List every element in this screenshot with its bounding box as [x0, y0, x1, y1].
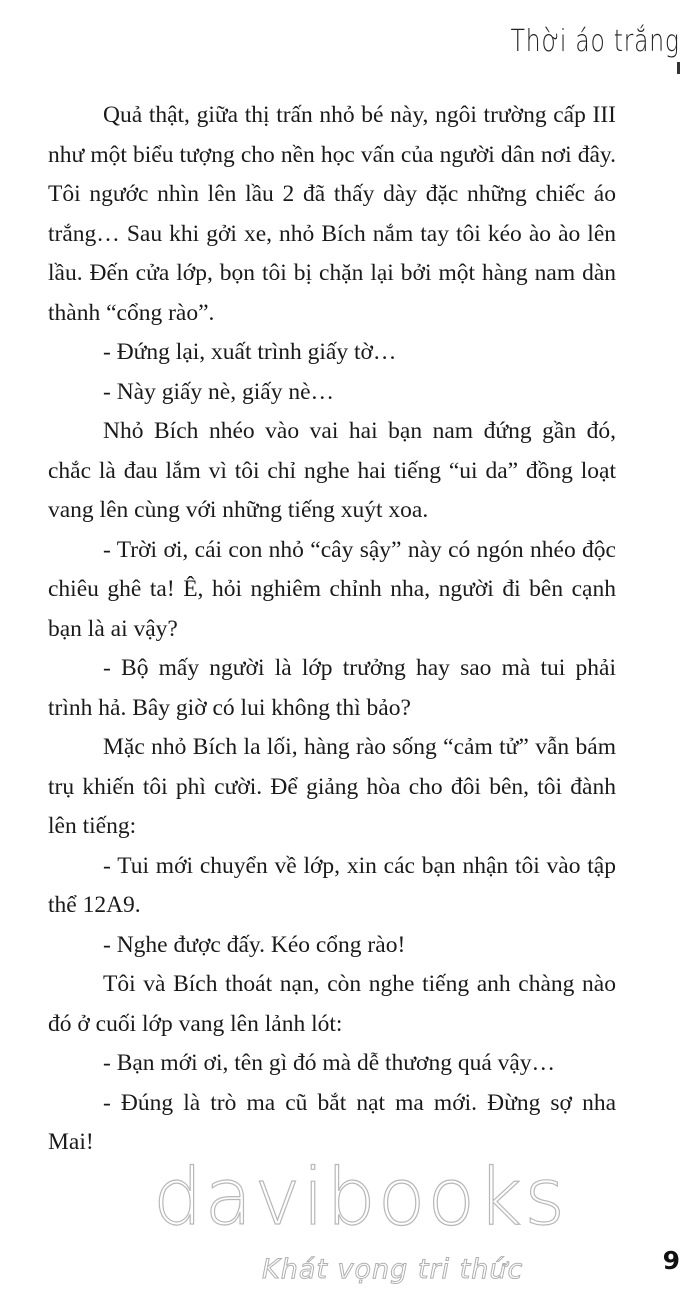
paragraph: - Tui mới chuyển về lớp, xin các bạn nhận tôi vào tập thể 12A9.: [48, 852, 616, 918]
paragraph: - Nghe được đấy. Kéo cổng rào!: [103, 931, 406, 958]
paragraph: - Bạn mới ơi, tên gì đó mà dễ thương quá vậy…: [103, 1050, 556, 1076]
page-number: 9: [662, 1246, 680, 1275]
header-rule-mark: [677, 62, 680, 74]
paragraph: Nhỏ Bích nhéo vào vai hai bạn nam đứng gần đó, chắc là đau lắm vì tôi chỉ nghe hai tiếng “ui da” đồng loạt vang lên cùng với những tiếng xuýt xoa.: [48, 418, 616, 523]
paragraph: Quả thật, giữa thị trấn nhỏ bé này, ngôi trường cấp III như một biểu tượng cho nền học vấn của người dân nơi đây. Tôi ngước nhìn lên lầu 2 đã thấy dày đặc những chiếc áo trắng… Sau khi gởi xe, nhỏ Bích nắm tay tôi kéo ào ào lên lầu. Đến cửa lớp, bọn tôi bị chặn lại bởi một hàng nam dàn thành “cổng rào”.: [48, 102, 616, 326]
paragraph: - Bộ mấy người là lớp trưởng hay sao mà tui phải trình hả. Bây giờ có lui không thì bảo?: [48, 655, 616, 721]
running-header-title: Thời áo trắng: [510, 24, 680, 59]
watermark-brand: davibooks: [153, 1153, 567, 1243]
paragraph: - Này giấy nè, giấy nè…: [103, 378, 335, 405]
paragraph: Tôi và Bích thoát nạn, còn nghe tiếng anh chàng nào đó ở cuối lớp vang lên lảnh lót:: [48, 971, 616, 1037]
paragraph: - Đúng là trò ma cũ bắt nạt ma mới. Đừng sợ nha Mai!: [48, 1089, 616, 1155]
watermark-slogan: Khát vọng tri thức: [262, 1254, 524, 1285]
watermark-logo: [150, 1153, 570, 1285]
paragraph: - Đứng lại, xuất trình giấy tờ…: [103, 339, 397, 365]
body-text: [48, 96, 616, 1163]
paragraph: - Trời ơi, cái con nhỏ “cây sậy” này có ngón nhéo độc chiêu ghê ta! Ê, hỏi nghiêm chỉnh nha, người đi bên cạnh bạn là ai vậy?: [48, 536, 616, 642]
paragraph: Mặc nhỏ Bích la lối, hàng rào sống “cảm tử” vẫn bám trụ khiến tôi phì cười. Để giảng hòa cho đôi bên, tôi đành lên tiếng:: [48, 734, 616, 839]
